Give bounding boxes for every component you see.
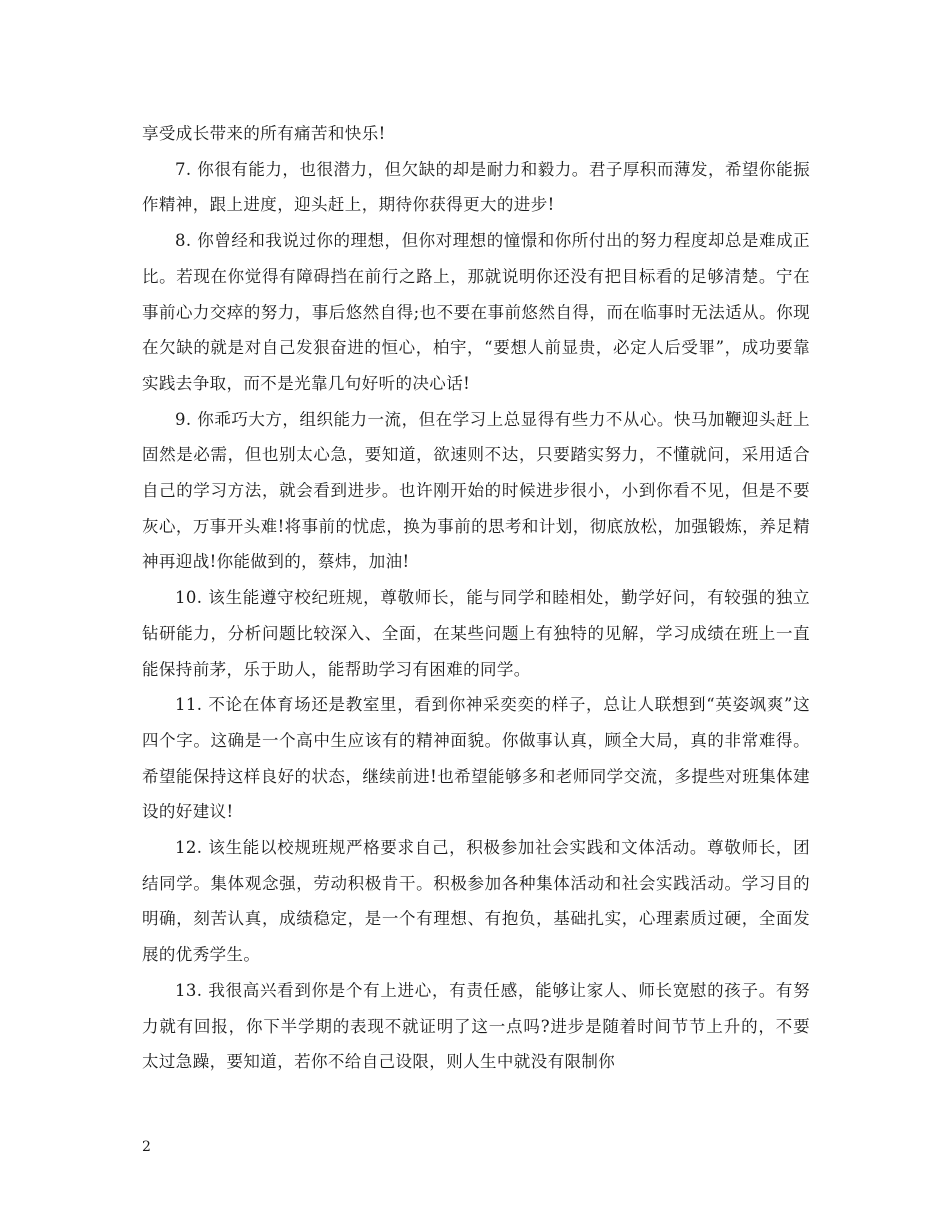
paragraph-item-12: 12. 该生能以校规班规严格要求自己，积极参加社会实践和文体活动。尊敬师长，团结同学。集体观念强，劳动积极肯干。积极参加各种集体活动和社会实践活动。学习目的明确，刻苦认真，成绩稳定，是一个有理想、有抱负，基础扎实，心理素质过硬，全面发展的优秀学生。 — [142, 838, 810, 965]
paragraph-item-13: 13. 我很高兴看到你是个有上进心，有责任感，能够让家人、师长宽慰的孩子。有努力就有回报，你下半学期的表现不就证明了这一点吗?进步是随着时间节节上升的，不要太过急躁，要知道，若你不给自己设限，则人生中就没有限制你 — [142, 980, 810, 1072]
paragraph-item-7: 7. 你很有能力，也很潜力，但欠缺的却是耐力和毅力。君子厚积而薄发，希望你能振作精神，跟上进度，迎头赶上，期待你获得更大的进步! — [142, 159, 810, 215]
paragraph-continuation: 享受成长带来的所有痛苦和快乐! — [142, 124, 386, 143]
paragraph-item-8: 8. 你曾经和我说过你的理想，但你对理想的憧憬和你所付出的努力程度却总是难成正比。若现在你觉得有障碍挡在前行之路上，那就说明你还没有把目标看的足够清楚。宁在事前心力交瘁的努力，事后悠然自得;也不要在事前悠然自得，而在临事时无法适从。你现在欠缺的就是对自己发狠奋进的恒心，柏宇，“要想人前显贵，必定人后受罪”，成功要靠实践去争取，而不是光靠几句好听的决心话! — [142, 231, 810, 393]
paragraph-item-10: 10. 该生能遵守校纪班规，尊敬师长，能与同学和睦相处，勤学好问，有较强的独立钻研能力，分析问题比较深入、全面，在某些问题上有独特的见解，学习成绩在班上一直能保持前茅，乐于助人，能帮助学习有困难的同学。 — [142, 588, 810, 679]
paragraph-item-11: 11. 不论在体育场还是教室里，看到你神采奕奕的样子，总让人联想到“英姿飒爽”这四个字。这确是一个高中生应该有的精神面貌。你做事认真，顾全大局，真的非常难得。希望能保持这样良好的状态，继续前进!也希望能够多和老师同学交流，多提些对班集体建设的好建议! — [142, 695, 810, 822]
document-body — [142, 116, 810, 1080]
page-number: 2 — [142, 1139, 151, 1155]
paragraph-item-9: 9. 你乖巧大方，组织能力一流，但在学习上总显得有些力不从心。快马加鞭迎头赶上固然是必需，但也别太心急，要知道，欲速则不达，只要踏实努力，不懂就问，采用适合自己的学习方法，就会看到进步。也许刚开始的时候进步很小，小到你看不见，但是不要灰心，万事开头难!将事前的忧虑，换为事前的思考和计划，彻底放松，加强锻炼，养足精神再迎战!你能做到的，蔡炜，加油! — [142, 409, 810, 572]
